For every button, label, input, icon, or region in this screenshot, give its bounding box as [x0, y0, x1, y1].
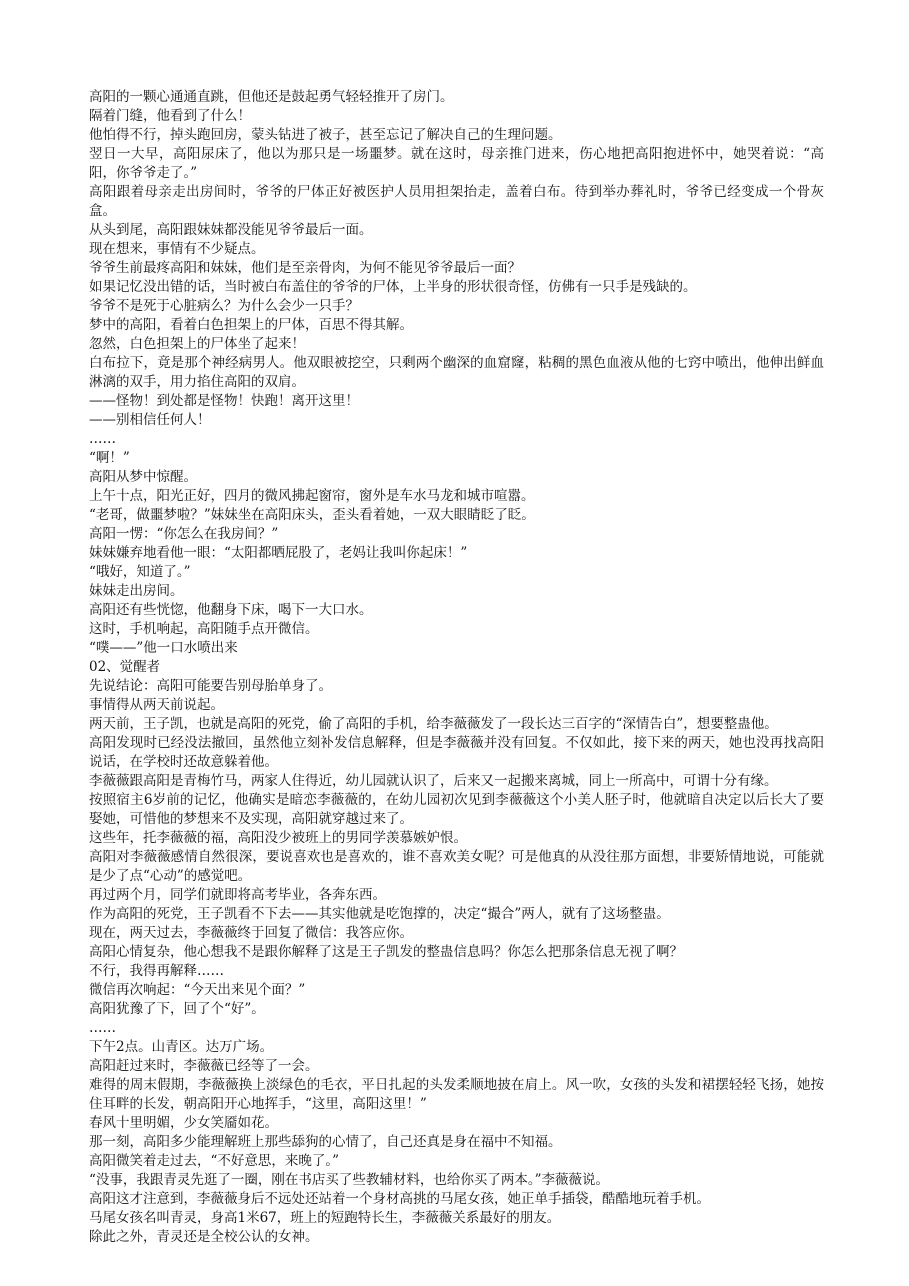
paragraph: 爷爷不是死于心脏病么？为什么会少一只手？ [89, 298, 359, 314]
paragraph: 忽然，白色担架上的尸体坐了起来！ [89, 336, 305, 352]
paragraph: 不行，我得再解释…… [89, 963, 224, 979]
paragraph: 先说结论：高阳可能要告别母胎单身了。 [89, 678, 332, 694]
paragraph: 这时，手机响起，高阳随手点开微信。 [89, 621, 319, 637]
paragraph: 难得的周末假期，李薇薇换上淡绿色的毛衣，平日扎起的头发柔顺地披在肩上。风一吹，女孩的头发和裙摆轻轻飞扬，她按住耳畔的长发，朝高阳开心地挥手，“这里，高阳这里！” [89, 1077, 824, 1112]
paragraph: 高阳还有些恍惚，他翻身下床，喝下一大口水。 [89, 602, 373, 618]
paragraph: 上午十点，阳光正好，四月的微风拂起窗帘，窗外是车水马龙和城市喧嚣。 [89, 488, 535, 504]
paragraph: “啊！” [89, 450, 130, 466]
paragraph: 高阳跟着母亲走出房间时，爷爷的尸体正好被医护人员用担架抬走，盖着白布。待到举办葬礼时，爷爷已经变成一个骨灰盒。 [89, 184, 824, 219]
paragraph: 高阳的一颗心通通直跳，但他还是鼓起勇气轻轻推开了房门。 [89, 89, 454, 105]
paragraph: ——怪物！到处都是怪物！快跑！离开这里！ [89, 393, 359, 409]
paragraph: “哦好，知道了。” [89, 564, 191, 580]
paragraph: 高阳发现时已经没法撤回，虽然他立刻补发信息解释，但是李薇薇并没有回复。不仅如此，接下来的两天，她也没再找高阳说话，在学校时还故意躲着他。 [89, 735, 824, 770]
paragraph: 这些年，托李薇薇的福，高阳没少被班上的男同学羡慕嫉妒恨。 [89, 830, 467, 846]
paragraph: 翌日一大早，高阳尿床了，他以为那只是一场噩梦。就在这时，母亲推门进来，伤心地把高阳抱进怀中，她哭着说：“高阳，你爷爷走了。” [89, 146, 824, 181]
paragraph: 他怕得不行，掉头跑回房，蒙头钻进了被子，甚至忘记了解决自己的生理问题。 [89, 127, 562, 143]
paragraph: 高阳微笑着走过去，“不好意思，来晚了。” [89, 1153, 340, 1169]
paragraph: 两天前，王子凯，也就是高阳的死党，偷了高阳的手机，给李薇薇发了一段长达三百字的“深情告白”，想要整蛊他。 [89, 716, 778, 732]
paragraph: 隔着门缝，他看到了什么！ [89, 108, 251, 124]
paragraph: 高阳对李薇薇感情自然很深，要说喜欢也是喜欢的，谁不喜欢美女呢？可是他真的从没往那方面想，非要矫情地说，可能就是少了点“心动”的感觉吧。 [89, 849, 824, 884]
paragraph: 高阳这才注意到，李薇薇身后不远处还站着一个身材高挑的马尾女孩，她正单手插袋，酷酷地玩着手机。 [89, 1191, 710, 1207]
paragraph: 微信再次响起：“今天出来见个面？” [89, 982, 306, 998]
document-page [89, 88, 824, 1247]
paragraph: 高阳犹豫了下，回了个“好”。 [89, 1001, 265, 1017]
paragraph: 下午2点。山青区。达万广场。 [89, 1039, 274, 1055]
paragraph: 高阳心情复杂，他心想我不是跟你解释了这是王子凯发的整蛊信息吗？你怎么把那条信息无视了啊？ [89, 944, 683, 960]
paragraph: ——别相信任何人！ [89, 412, 211, 428]
paragraph: …… [89, 1020, 116, 1036]
paragraph: 再过两个月，同学们就即将高考毕业，各奔东西。 [89, 887, 386, 903]
paragraph: 妹妹走出房间。 [89, 583, 184, 599]
paragraph: 妹妹嫌弃地看他一眼：“太阳都晒屁股了，老妈让我叫你起床！” [89, 545, 468, 561]
paragraph: 高阳赶过来时，李薇薇已经等了一会。 [89, 1058, 319, 1074]
paragraph: “没事，我跟青灵先逛了一圈，刚在书店买了些教辅材料，也给你买了两本。”李薇薇说。 [89, 1172, 610, 1188]
paragraph: 春风十里明媚，少女笑靥如花。 [89, 1115, 278, 1131]
paragraph: 除此之外，青灵还是全校公认的女神。 [89, 1229, 319, 1245]
paragraph: 事情得从两天前说起。 [89, 697, 224, 713]
paragraph: 爷爷生前最疼高阳和妹妹，他们是至亲骨肉，为何不能见爷爷最后一面？ [89, 260, 521, 276]
paragraph: 那一刻，高阳多少能理解班上那些舔狗的心情了，自己还真是身在福中不知福。 [89, 1134, 562, 1150]
paragraph: 从头到尾，高阳跟妹妹都没能见爷爷最后一面。 [89, 222, 373, 238]
paragraph: 按照宿主6岁前的记忆，他确实是暗恋李薇薇的，在幼儿园初次见到李薇薇这个小美人胚子时，他就暗自决定以后长大了要娶她，可惜他的梦想来不及实现，高阳就穿越过来了。 [89, 792, 824, 827]
paragraph: “老哥，做噩梦啦？”妹妹坐在高阳床头，歪头看着她，一双大眼睛眨了眨。 [89, 507, 535, 523]
paragraph: 马尾女孩名叫青灵，身高1米67，班上的短跑特长生，李薇薇关系最好的朋友。 [89, 1210, 561, 1226]
paragraph: …… [89, 431, 116, 447]
paragraph: 梦中的高阳，看着白色担架上的尸体，百思不得其解。 [89, 317, 413, 333]
paragraph: 李薇薇跟高阳是青梅竹马，两家人住得近，幼儿园就认识了，后来又一起搬来离城，同上一所高中，可谓十分有缘。 [89, 773, 778, 789]
paragraph: 作为高阳的死党，王子凯看不下去——其实他就是吃饱撑的，决定“撮合”两人，就有了这场整蛊。 [89, 906, 670, 922]
paragraph: 现在想来，事情有不少疑点。 [89, 241, 265, 257]
paragraph: 高阳一愣：“你怎么在我房间？” [89, 526, 279, 542]
paragraph: 如果记忆没出错的话，当时被白布盖住的爷爷的尸体，上半身的形状很奇怪，仿佛有一只手是残缺的。 [89, 279, 697, 295]
paragraph: 白布拉下，竟是那个神经病男人。他双眼被挖空，只剩两个幽深的血窟窿，粘稠的黑色血液从他的七窍中喷出，他伸出鲜血淋漓的双手，用力掐住高阳的双肩。 [89, 355, 824, 390]
paragraph: 高阳从梦中惊醒。 [89, 469, 197, 485]
paragraph: 现在，两天过去，李薇薇终于回复了微信：我答应你。 [89, 925, 413, 941]
chapter-heading: 02、觉醒者 [89, 659, 161, 675]
paragraph: “噗——”他一口水喷出来 [89, 640, 238, 656]
